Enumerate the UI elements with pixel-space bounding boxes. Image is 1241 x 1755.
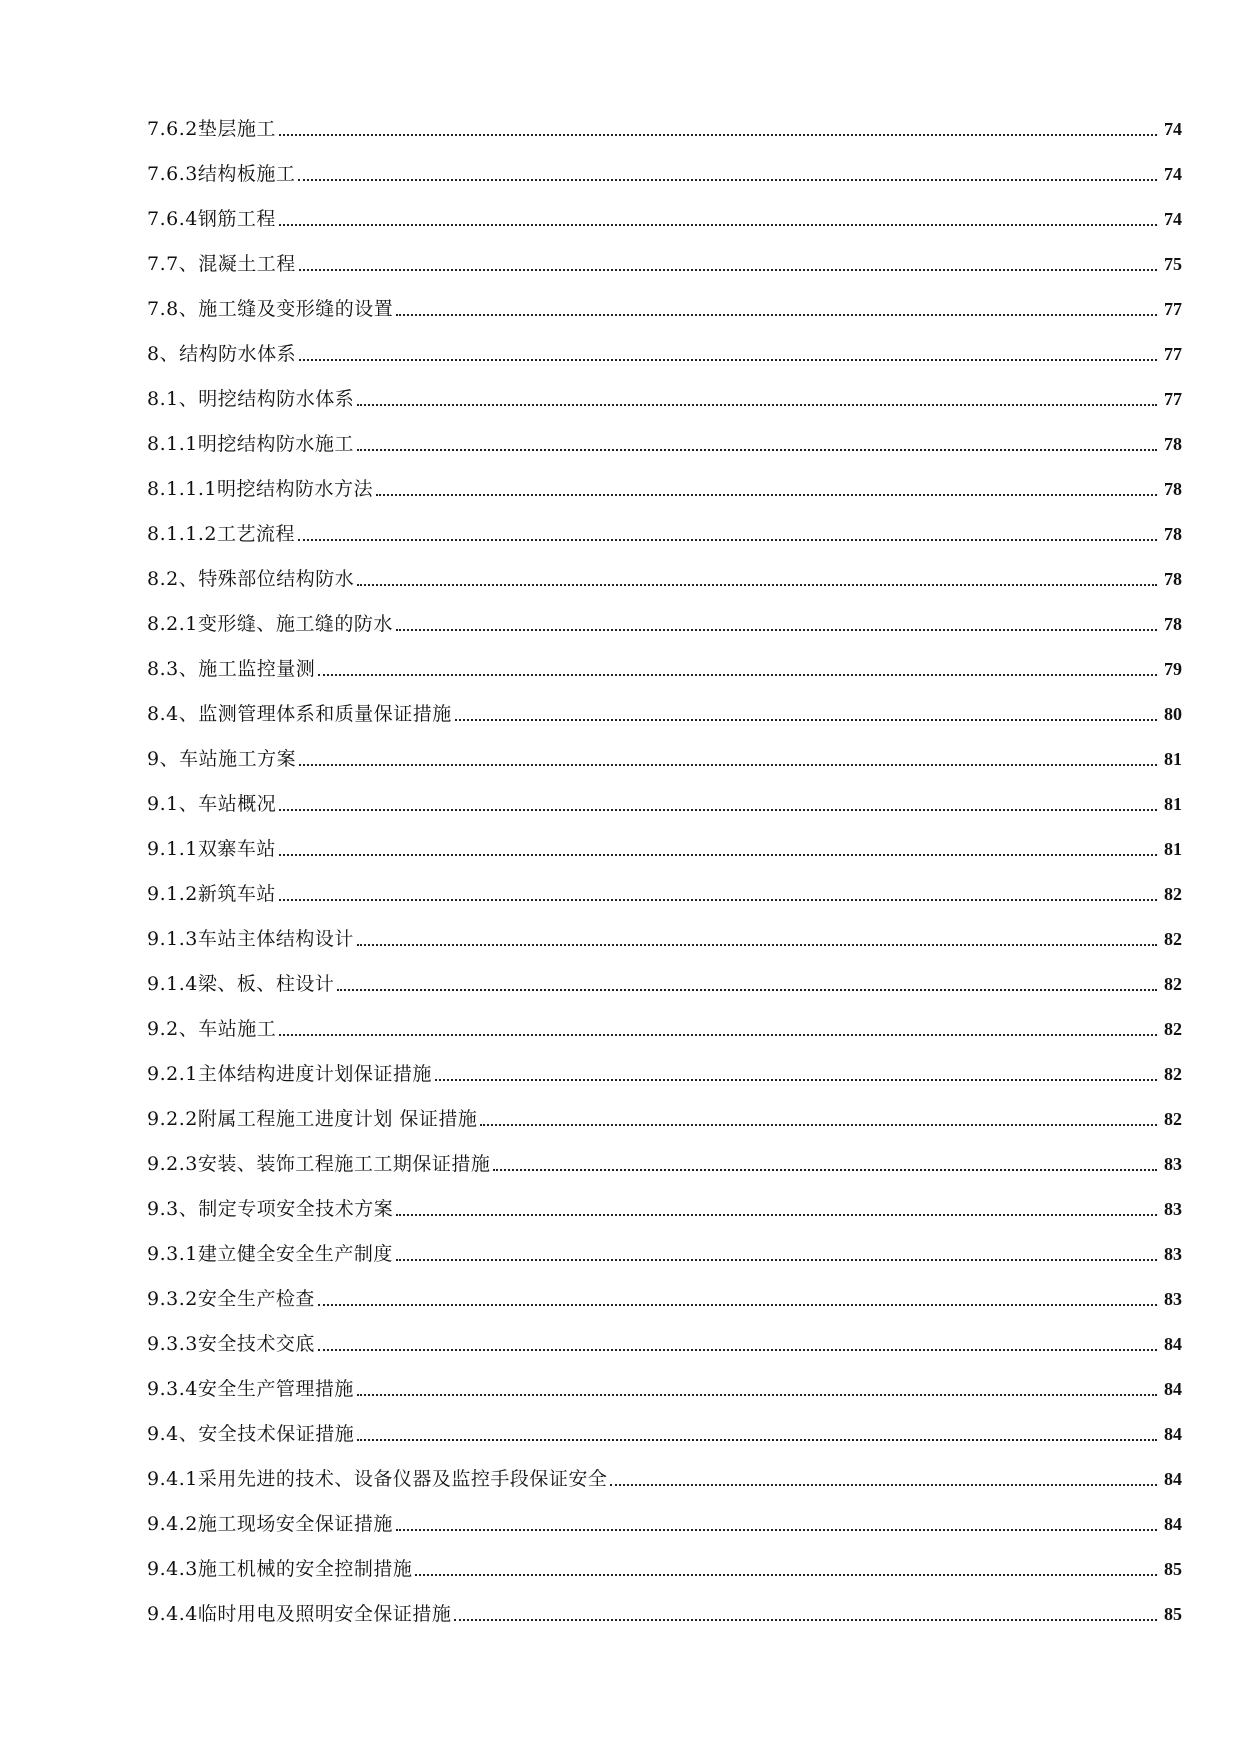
toc-entry-label: 9.1.4梁、板、柱设计 <box>147 973 335 995</box>
toc-entry[interactable] <box>147 275 1182 320</box>
toc-entry-label: 9.4.1采用先进的技术、设备仪器及监控手段保证安全 <box>147 1468 608 1490</box>
toc-entry[interactable] <box>147 1130 1182 1175</box>
toc-entry-label: 7.8、施工缝及变形缝的设置 <box>147 298 394 320</box>
toc-entry[interactable] <box>147 118 1182 140</box>
toc-entry-page-number: 82 <box>1164 1109 1182 1129</box>
toc-entry[interactable] <box>147 185 1182 230</box>
dot-leader <box>279 1034 1157 1036</box>
toc-entry[interactable] <box>147 1040 1182 1085</box>
dot-leader <box>415 1574 1157 1576</box>
toc-entry[interactable] <box>147 1400 1182 1445</box>
toc-entry-label: 9.1.1双寨车站 <box>147 838 276 860</box>
dot-leader <box>357 404 1157 406</box>
toc-entry-label: 9.1、车站概况 <box>147 793 277 815</box>
toc-entry[interactable] <box>147 410 1182 455</box>
toc-entry[interactable] <box>147 1535 1182 1580</box>
toc-entry[interactable] <box>147 365 1182 410</box>
toc-entry-label: 8.1、明挖结构防水体系 <box>147 388 355 410</box>
dot-leader <box>299 764 1157 766</box>
toc-entry-page-number: 82 <box>1164 884 1182 904</box>
toc-entry-label: 9.2.3安装、装饰工程施工工期保证措施 <box>147 1153 491 1175</box>
toc-entry-label: 8.3、施工监控量测 <box>147 658 316 680</box>
dot-leader <box>493 1169 1157 1171</box>
toc-entry[interactable] <box>147 905 1182 950</box>
toc-entry-page-number: 84 <box>1164 1469 1182 1489</box>
toc-entry[interactable] <box>147 545 1182 590</box>
toc-entry-page-number: 78 <box>1164 569 1182 589</box>
toc-entry-label: 9.3.3安全技术交底 <box>147 1333 315 1355</box>
dot-leader <box>376 494 1157 496</box>
dot-leader <box>396 1259 1157 1261</box>
toc-entry[interactable] <box>147 635 1182 680</box>
dot-leader <box>299 359 1157 361</box>
dot-leader <box>610 1484 1157 1486</box>
toc-entry-label: 8.1.1.2工艺流程 <box>147 523 295 545</box>
dot-leader <box>279 134 1157 136</box>
toc-entry-page-number: 84 <box>1164 1424 1182 1444</box>
toc-entry[interactable] <box>147 500 1182 545</box>
dot-leader <box>396 314 1157 316</box>
toc-entry[interactable] <box>147 1175 1182 1220</box>
toc-entry[interactable] <box>147 725 1182 770</box>
toc-entry-page-number: 74 <box>1164 164 1182 184</box>
toc-entry-label: 9.3.4安全生产管理措施 <box>147 1378 354 1400</box>
toc-entry-label: 8.1.1明挖结构防水施工 <box>147 433 354 455</box>
toc-entry-page-number: 80 <box>1164 704 1182 724</box>
toc-entry-label: 9.3.2安全生产检查 <box>147 1288 315 1310</box>
toc-entry[interactable] <box>147 1220 1182 1265</box>
toc-entry-label: 9.4.3施工机械的安全控制措施 <box>147 1558 413 1580</box>
dot-leader <box>318 1349 1157 1351</box>
toc-entry-label: 9.4、安全技术保证措施 <box>147 1423 355 1445</box>
toc-entry[interactable] <box>147 950 1182 995</box>
toc-entry-page-number: 81 <box>1164 839 1182 859</box>
toc-entry-page-number: 82 <box>1164 1019 1182 1039</box>
toc-entry-page-number: 84 <box>1164 1379 1182 1399</box>
dot-leader <box>337 989 1157 991</box>
toc-entry-page-number: 78 <box>1164 479 1182 499</box>
toc-entry[interactable] <box>147 1085 1182 1130</box>
dot-leader <box>454 1619 1157 1621</box>
toc-entry-label: 9.3、制定专项安全技术方案 <box>147 1198 394 1220</box>
toc-entry-page-number: 83 <box>1164 1199 1182 1219</box>
toc-entry-label: 9.1.2新筑车站 <box>147 883 276 905</box>
toc-entry[interactable] <box>147 320 1182 365</box>
toc-entry-page-number: 83 <box>1164 1244 1182 1264</box>
toc-entry-label: 8.2.1变形缝、施工缝的防水 <box>147 613 393 635</box>
toc-entry[interactable] <box>147 140 1182 185</box>
toc-entry-page-number: 81 <box>1164 749 1182 769</box>
toc-entry[interactable] <box>147 1355 1182 1400</box>
dot-leader <box>299 269 1157 271</box>
toc-entry-page-number: 78 <box>1164 614 1182 634</box>
toc-entry[interactable] <box>147 770 1182 815</box>
toc-entry[interactable] <box>147 680 1182 725</box>
table-of-contents <box>147 118 1182 1625</box>
dot-leader <box>396 1529 1157 1531</box>
toc-entry[interactable] <box>147 1445 1182 1490</box>
toc-entry-page-number: 84 <box>1164 1334 1182 1354</box>
toc-entry-page-number: 77 <box>1164 344 1182 364</box>
toc-entry-page-number: 82 <box>1164 1064 1182 1084</box>
toc-entry[interactable] <box>147 1580 1182 1625</box>
toc-entry-page-number: 82 <box>1164 974 1182 994</box>
toc-entry[interactable] <box>147 1490 1182 1535</box>
dot-leader <box>279 854 1157 856</box>
dot-leader <box>318 1304 1157 1306</box>
toc-entry-page-number: 83 <box>1164 1289 1182 1309</box>
toc-entry[interactable] <box>147 815 1182 860</box>
toc-entry-label: 7.6.3结构板施工 <box>147 163 296 185</box>
toc-entry-label: 9.3.1建立健全安全生产制度 <box>147 1243 393 1265</box>
dot-leader <box>279 809 1157 811</box>
dot-leader <box>357 1439 1157 1441</box>
toc-entry-label: 9.4.2施工现场安全保证措施 <box>147 1513 393 1535</box>
toc-entry-page-number: 74 <box>1164 209 1182 229</box>
dot-leader <box>357 1394 1157 1396</box>
toc-entry-page-number: 84 <box>1164 1514 1182 1534</box>
toc-entry[interactable] <box>147 455 1182 500</box>
dot-leader <box>298 179 1157 181</box>
toc-entry-page-number: 77 <box>1164 299 1182 319</box>
toc-entry-label: 7.6.2垫层施工 <box>147 118 276 140</box>
dot-leader <box>318 674 1157 676</box>
toc-entry-label: 9.1.3车站主体结构设计 <box>147 928 354 950</box>
dot-leader <box>455 719 1157 721</box>
toc-entry[interactable] <box>147 1265 1182 1310</box>
toc-entry-page-number: 85 <box>1164 1559 1182 1579</box>
dot-leader <box>480 1124 1157 1126</box>
toc-entry-page-number: 78 <box>1164 434 1182 454</box>
toc-entry[interactable] <box>147 995 1182 1040</box>
toc-entry-label: 8.1.1.1明挖结构防水方法 <box>147 478 373 500</box>
toc-entry-page-number: 75 <box>1164 254 1182 274</box>
toc-entry-page-number: 83 <box>1164 1154 1182 1174</box>
toc-entry[interactable] <box>147 1310 1182 1355</box>
dot-leader <box>396 629 1157 631</box>
dot-leader <box>396 1214 1157 1216</box>
dot-leader <box>435 1079 1157 1081</box>
toc-entry-page-number: 85 <box>1164 1604 1182 1624</box>
toc-entry-page-number: 79 <box>1164 659 1182 679</box>
toc-entry-label: 8、结构防水体系 <box>147 343 297 365</box>
toc-entry[interactable] <box>147 230 1182 275</box>
dot-leader <box>298 539 1157 541</box>
dot-leader <box>279 899 1157 901</box>
dot-leader <box>357 449 1157 451</box>
toc-entry-label: 9.2、车站施工 <box>147 1018 277 1040</box>
toc-entry-label: 9.2.1主体结构进度计划保证措施 <box>147 1063 432 1085</box>
dot-leader <box>357 944 1157 946</box>
toc-entry-label: 8.2、特殊部位结构防水 <box>147 568 355 590</box>
toc-entry-page-number: 82 <box>1164 929 1182 949</box>
toc-entry-page-number: 81 <box>1164 794 1182 814</box>
toc-entry-label: 9.4.4临时用电及照明安全保证措施 <box>147 1603 452 1625</box>
toc-entry[interactable] <box>147 860 1182 905</box>
toc-entry[interactable] <box>147 590 1182 635</box>
dot-leader <box>357 584 1157 586</box>
toc-entry-label: 7.6.4钢筋工程 <box>147 208 276 230</box>
toc-entry-label: 9.2.2附属工程施工进度计划 保证措施 <box>147 1108 478 1130</box>
toc-entry-label: 7.7、混凝土工程 <box>147 253 296 275</box>
toc-entry-page-number: 74 <box>1164 119 1182 139</box>
toc-entry-label: 8.4、监测管理体系和质量保证措施 <box>147 703 452 725</box>
dot-leader <box>279 224 1157 226</box>
toc-entry-label: 9、车站施工方案 <box>147 748 297 770</box>
toc-entry-page-number: 78 <box>1164 524 1182 544</box>
toc-entry-page-number: 77 <box>1164 389 1182 409</box>
